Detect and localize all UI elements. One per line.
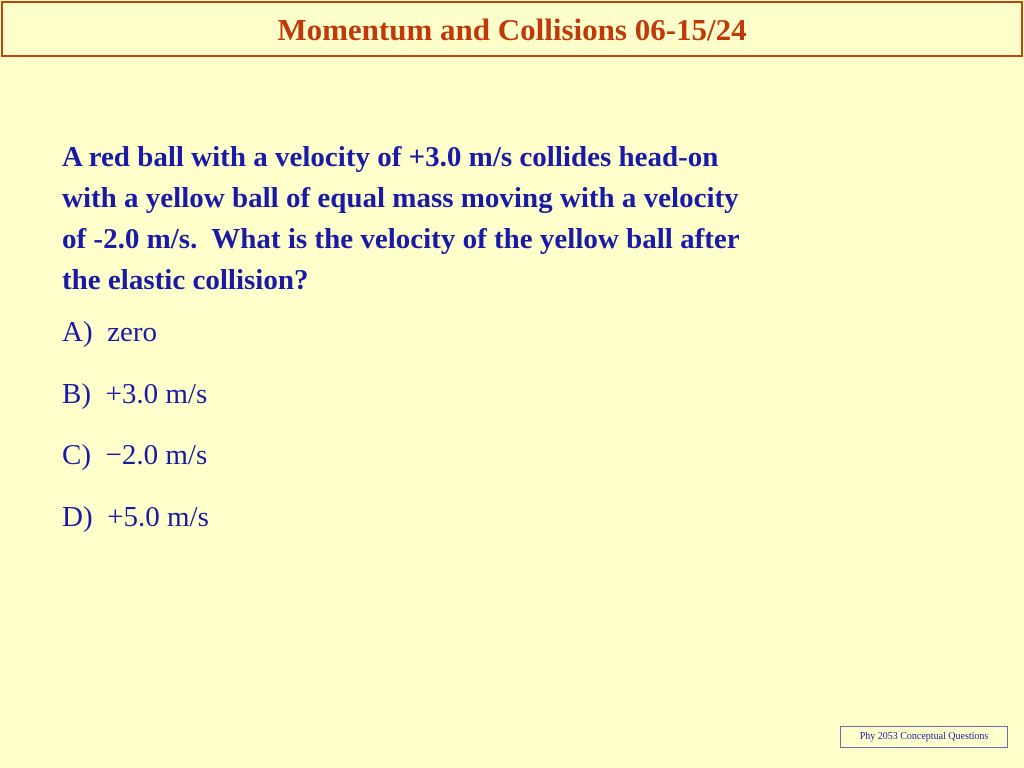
question-line-2: with a yellow ball of equal mass moving with a velocity: [62, 182, 739, 214]
question-text: [62, 137, 882, 301]
question-line-1: A red ball with a velocity of +3.0 m/s collides head-on: [62, 141, 719, 173]
slide-title: Momentum and Collisions 06-15/24: [277, 11, 747, 47]
question-line-4: the elastic collision?: [62, 264, 309, 296]
title-box: [1, 1, 1023, 57]
choice-b: B) +3.0 m/s: [62, 378, 208, 410]
choice-a: A) zero: [62, 316, 158, 348]
choice-d: D) +5.0 m/s: [62, 501, 209, 533]
question-line-3: of -2.0 m/s. What is the velocity of the yellow ball after: [62, 223, 740, 255]
footer-box: [840, 726, 1008, 748]
choice-c: C) −2.0 m/s: [62, 439, 208, 471]
footer-label: Phy 2053 Conceptual Questions: [859, 731, 989, 742]
